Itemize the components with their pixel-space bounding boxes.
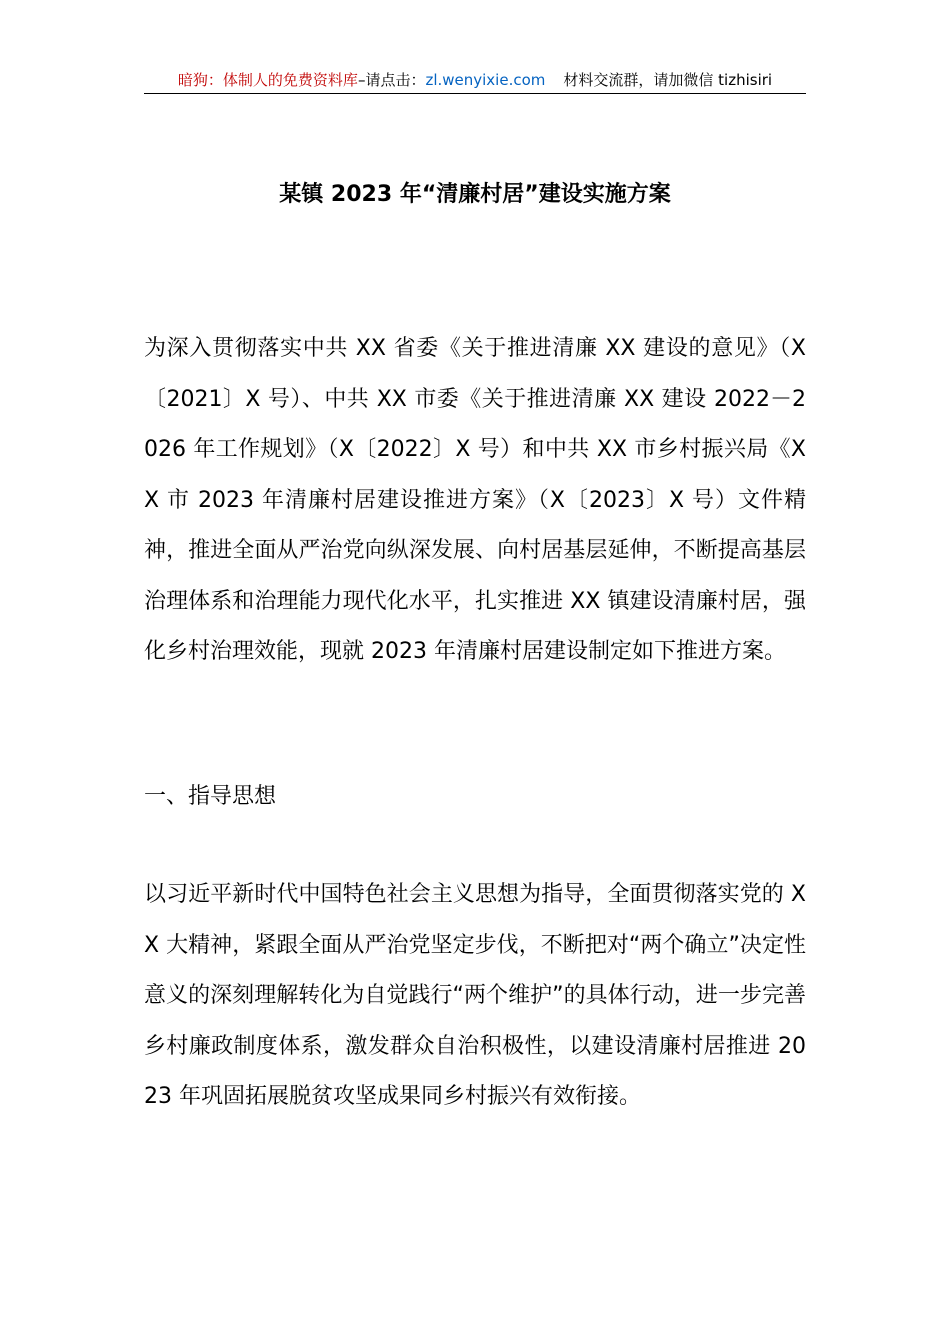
header-url-link[interactable]: zl.wenyixie.com — [425, 71, 546, 89]
section-heading-guiding-ideology: 一、指导思想 — [144, 784, 277, 809]
page-header — [144, 68, 806, 92]
intro-paragraph: 为深入贯彻落实中共 XX 省委《关于推进清廉 XX 建设的意见》（X〔2021〕X 号）、中共 XX 市委《关于推进清廉 XX 建设 2022－2026 年工作规划》（X〔2022〕X 号）和中共 XX 市乡村振兴局《XX 市 2023 年清廉村居建设推进方案》（X〔2023〕X 号）文件精神，推进全面从严治党向纵深发展、向村居基层延伸，不断提高基层治理体系和治理能力现代化水平，扎实推进 XX 镇建设清廉村居，强化乡村治理效能，现就 2023 年清廉村居建设制定如下推进方案。 — [144, 336, 806, 664]
header-separator: –请点击： — [357, 71, 426, 89]
header-brand: 暗狗：体制人的免费资料库 — [177, 71, 358, 89]
header-wechat-note: 材料交流群，请加微信 tizhisiri — [563, 71, 773, 89]
document-title: 某镇 2023 年“清廉村居”建设实施方案 — [279, 181, 671, 207]
section-body-guiding-ideology: 以习近平新时代中国特色社会主义思想为指导，全面贯彻落实党的 XX 大精神，紧跟全面从严治党坚定步伐，不断把对“两个确立”决定性意义的深刻理解转化为自觉践行“两个维护”的具体行动，进一步完善乡村廉政制度体系，激发群众自治积极性，以建设清廉村居推进 2023 年巩固拓展脱贫攻坚成果同乡村振兴有效衔接。 — [144, 882, 806, 1109]
header-divider — [144, 93, 806, 94]
